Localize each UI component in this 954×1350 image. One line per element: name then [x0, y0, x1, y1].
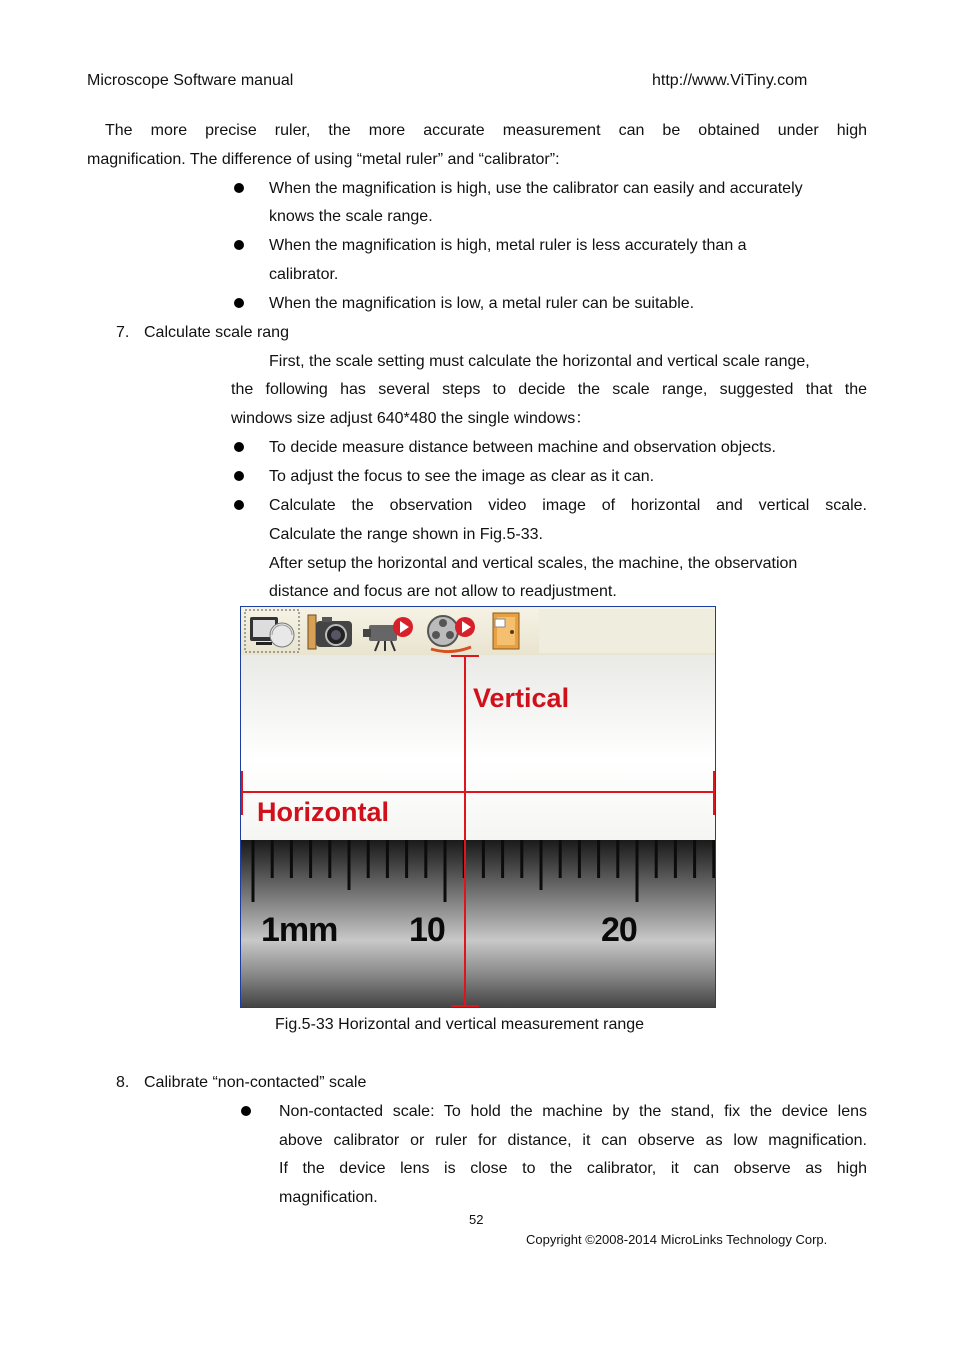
exit-door-icon[interactable]: [479, 609, 535, 653]
bullet-text: If the device lens is close to the calibrator, it can observe as high: [279, 1160, 867, 1177]
bullet-dot: [234, 471, 244, 481]
monitor-satellite-icon[interactable]: [244, 609, 300, 653]
section-number: 7.: [116, 324, 130, 341]
horizontal-line-cap-right: [713, 771, 715, 815]
bullet-text: When the magnification is high, metal ruler is less accurately than a: [269, 237, 747, 254]
bullet-text: above calibrator or ruler for distance, it can observe as low magnification.: [279, 1132, 867, 1149]
bullet-dot: [241, 1106, 251, 1116]
section7-line-1: First, the scale setting must calculate the horizontal and vertical scale range,: [269, 353, 810, 370]
figure-caption: Fig.5-33 Horizontal and vertical measurement range: [275, 1016, 645, 1033]
bullet-text: Calculate the observation video image of horizontal and vertical scale.: [269, 497, 867, 514]
bullet-text: knows the scale range.: [269, 208, 433, 225]
copyright: Copyright ©2008-2014 MicroLinks Technology Corp.: [526, 1232, 828, 1247]
horizontal-label: Horizontal: [257, 797, 389, 827]
page-number: 52: [469, 1212, 484, 1227]
bullet-text: After setup the horizontal and vertical scales, the machine, the observation: [269, 555, 798, 572]
bullet-text: calibrator.: [269, 266, 339, 283]
video-camera-icon[interactable]: [361, 609, 417, 653]
header-url[interactable]: http://www.ViTiny.com: [652, 72, 808, 89]
bullet-text: magnification.: [279, 1189, 378, 1206]
section7-line-3: windows size adjust 640*480 the single windows：: [231, 410, 592, 427]
bullet-text: To decide measure distance between machine and observation objects.: [269, 439, 776, 456]
metal-ruler-image: [241, 840, 715, 1007]
header-title: Microscope Software manual: [87, 72, 294, 89]
intro-line-1: The more precise ruler, the more accurate measurement can be obtained under high: [105, 122, 867, 139]
bullet-dot: [234, 183, 244, 193]
section-title: Calibrate “non-contacted” scale: [144, 1074, 367, 1091]
section-number: 8.: [116, 1074, 130, 1091]
section7-line-2: the following has several steps to decide the scale range, suggested that the: [231, 381, 867, 398]
bullet-text: When the magnification is high, use the calibrator can easily and accurately: [269, 180, 803, 197]
ruler-label-20: 20: [601, 911, 637, 949]
bullet-text: To adjust the focus to see the image as clear as it can.: [269, 468, 655, 485]
horizontal-line-cap-left: [241, 771, 243, 815]
vertical-line-cap-bottom: [451, 1005, 479, 1007]
film-reel-icon[interactable]: [423, 609, 479, 653]
screenshot-figure: [240, 606, 716, 1008]
bullet-text: When the magnification is low, a metal ruler can be suitable.: [269, 295, 695, 312]
bullet-text: Calculate the range shown in Fig.5-33.: [269, 526, 543, 543]
software-toolbar: [241, 607, 715, 656]
bullet-dot: [234, 442, 244, 452]
camera-icon[interactable]: [304, 609, 360, 653]
toolbar-empty-area: [539, 609, 715, 653]
vertical-measure-line[interactable]: [464, 655, 466, 1007]
bullet-dot: [234, 500, 244, 510]
bullet-dot: [234, 298, 244, 308]
section-title: Calculate scale rang: [144, 324, 289, 341]
horizontal-measure-line[interactable]: [241, 791, 715, 793]
bullet-text: distance and focus are not allow to readjustment.: [269, 583, 617, 600]
camera-view: [241, 655, 715, 1007]
vertical-label: Vertical: [473, 683, 570, 713]
ruler-label-10: 10: [409, 911, 445, 949]
bullet-text: Non-contacted scale: To hold the machine by the stand, fix the device lens: [279, 1103, 867, 1120]
bullet-dot: [234, 240, 244, 250]
intro-line-2: magnification. The difference of using “metal ruler” and “calibrator”:: [87, 151, 560, 168]
vertical-line-cap-top: [451, 655, 479, 657]
ruler-unit-label: 1mm: [261, 911, 338, 949]
